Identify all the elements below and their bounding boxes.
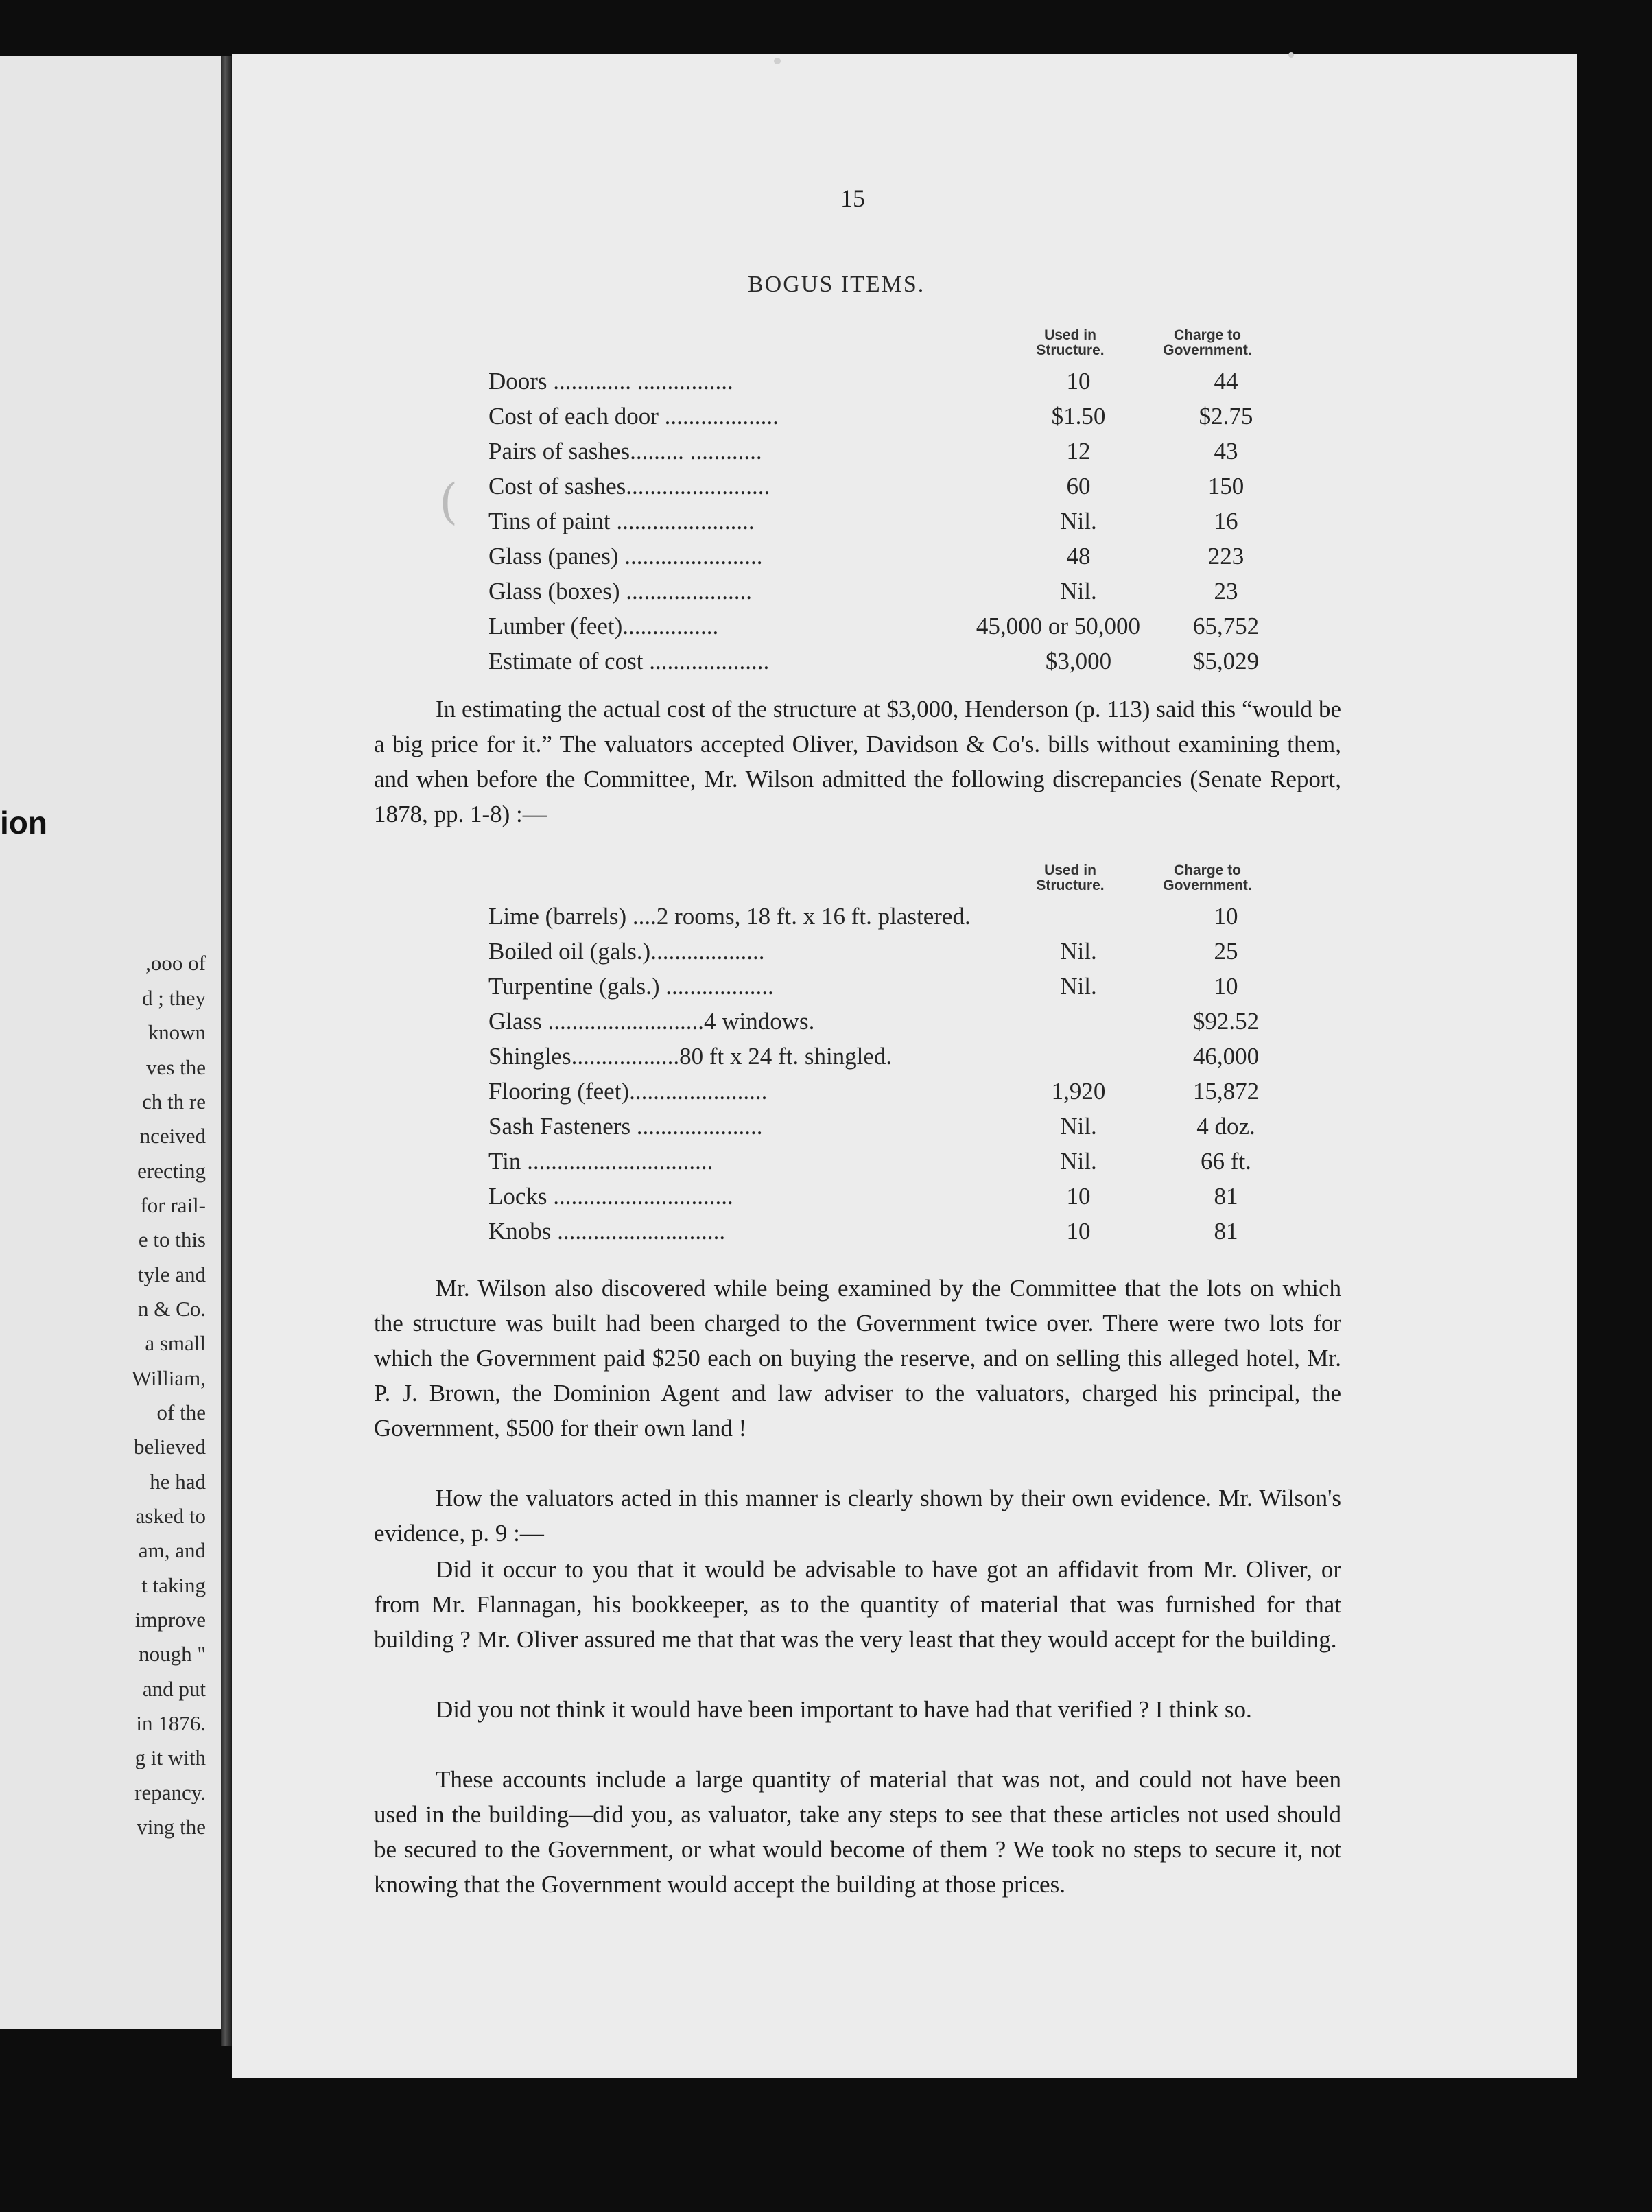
table-row xyxy=(488,1183,1319,1217)
table-row xyxy=(488,438,1319,472)
left-page-line: a small xyxy=(145,1331,206,1355)
item-label: Tin ............................... xyxy=(488,1148,713,1175)
charge-value: 25 xyxy=(1214,938,1238,965)
table-row xyxy=(488,903,1319,937)
table-row xyxy=(488,403,1319,437)
left-page-line: nceived xyxy=(139,1124,206,1148)
left-page-line: am, and xyxy=(138,1538,206,1562)
table2-charge-header: Charge to Government. xyxy=(1163,862,1252,893)
item-label: Glass (boxes) ..................... xyxy=(488,578,752,604)
charge-value: 10 xyxy=(1214,973,1238,1000)
left-page-line: erecting xyxy=(137,1159,206,1183)
used-value: 1,920 xyxy=(1051,1078,1106,1105)
item-label: Lumber (feet)................ xyxy=(488,613,719,639)
used-value: 45,000 or 50,000 xyxy=(976,613,1140,639)
page-number: 15 xyxy=(840,185,865,212)
table1-used-header: Used in Structure. xyxy=(1036,327,1105,358)
left-page-line: of the xyxy=(156,1400,206,1424)
left-page-line: for rail- xyxy=(140,1193,206,1217)
item-label: Pairs of sashes......... ............ xyxy=(488,438,762,464)
item-label: Estimate of cost .................... xyxy=(488,648,770,674)
table-row xyxy=(488,938,1319,972)
item-label: Cost of sashes........................ xyxy=(488,473,770,499)
left-page-fragment xyxy=(0,56,221,2029)
paragraph-lots: Mr. Wilson also discovered while being examined by the Committee that the lots on which the structure was built had been charged to the Government twice over. There were two lots for which the Government paid $250 each on buying the reserve, and on selling this alleged hotel, Mr. P. J. Brown, the Dominion Agent and law adviser to the valuators, charged his principal, the Government, $500 for their own land ! xyxy=(374,1275,1341,1442)
table1-charge-header: Charge to Government. xyxy=(1163,327,1252,358)
charge-value: $92.52 xyxy=(1192,1008,1260,1035)
left-page-line: ,ooo of xyxy=(145,951,206,975)
left-page-line: d ; they xyxy=(142,986,206,1010)
left-page-line: ch th re xyxy=(142,1090,206,1114)
charge-value: $5,029 xyxy=(1192,648,1260,674)
left-page-line: t taking xyxy=(141,1573,206,1597)
left-page-line: ves the xyxy=(146,1055,206,1079)
left-page-line: ving the xyxy=(137,1815,206,1839)
paragraph-verified: Did you not think it would have been important to have had that verified ? I think so. xyxy=(436,1696,1252,1723)
item-label: Tins of paint ....................... xyxy=(488,508,755,534)
left-page-line: n & Co. xyxy=(137,1297,206,1321)
used-value: Nil. xyxy=(1060,1113,1097,1140)
used-value: 48 xyxy=(1066,543,1091,569)
charge-value: $2.75 xyxy=(1199,403,1253,430)
table-row xyxy=(488,508,1319,542)
used-value: Nil. xyxy=(1060,508,1097,534)
left-page-line: improve xyxy=(134,1608,206,1632)
charge-value: 150 xyxy=(1207,473,1244,499)
item-label: Lime (barrels) ....2 rooms, 18 ft. x 16 ft. plastered. xyxy=(488,903,971,930)
used-value: Nil. xyxy=(1060,938,1097,965)
table-row xyxy=(488,578,1319,612)
paragraph-affidavit: Did it occur to you that it would be advisable to have got an affidavit from Mr. Oliver, or from Mr. Flannagan, his bookkeeper, as to the quantity of material that was furnished for that building ? Mr. Oliver assured me that that was the very least that they would accept for the building. xyxy=(374,1556,1341,1653)
used-value: 10 xyxy=(1066,1218,1091,1245)
table-row xyxy=(488,1008,1319,1042)
table2-used-header: Used in Structure. xyxy=(1036,862,1105,893)
item-label: Shingles..................80 ft x 24 ft. shingled. xyxy=(488,1043,893,1070)
used-value: 60 xyxy=(1066,473,1091,499)
used-value: 10 xyxy=(1066,368,1091,395)
item-label: Turpentine (gals.) .................. xyxy=(488,973,774,1000)
left-page-heading: ion xyxy=(0,805,47,840)
used-value: Nil. xyxy=(1060,1148,1097,1175)
item-label: Glass (panes) ....................... xyxy=(488,543,763,569)
left-page-line: he had xyxy=(150,1470,206,1494)
used-value: Nil. xyxy=(1060,578,1097,604)
paragraph-estimate: In estimating the actual cost of the structure at $3,000, Henderson (p. 113) said this “would be a big price for it.” The valuators accepted Oliver, Davidson & Co's. bills without examining them, and when before the Committee, Mr. Wilson admitted the following discrepancies (Senate Report, 1878, pp. 1-8) :— xyxy=(374,696,1341,827)
used-value: Nil. xyxy=(1060,973,1097,1000)
paragraph-accounts: These accounts include a large quantity of material that was not, and could not have been used in the building—did you, as valuator, take any steps to see that these articles not used should be secured to the Government, or what would become of them ? We took no steps to secure it, not knowing that the Government would accept the building at those prices. xyxy=(374,1766,1341,1898)
left-page-line: believed xyxy=(133,1435,206,1459)
table-row xyxy=(488,1078,1319,1112)
table-row xyxy=(488,473,1319,507)
left-page-line: in 1876. xyxy=(136,1711,206,1735)
charge-value: 46,000 xyxy=(1192,1043,1260,1070)
left-page-line: asked to xyxy=(135,1504,206,1528)
table-row xyxy=(488,1148,1319,1182)
charge-value: 4 doz. xyxy=(1196,1113,1255,1140)
charge-value: 15,872 xyxy=(1192,1078,1260,1105)
scan-speck xyxy=(1288,52,1294,58)
used-value: 10 xyxy=(1066,1183,1091,1210)
left-page-line: repancy. xyxy=(134,1780,206,1804)
item-label: Doors ............. ................ xyxy=(488,368,733,395)
charge-value: 65,752 xyxy=(1192,613,1260,639)
bracket-mark: ( xyxy=(439,473,458,530)
item-label: Glass ..........................4 windows. xyxy=(488,1008,815,1035)
charge-value: 10 xyxy=(1214,903,1238,930)
left-page-line: nough " xyxy=(139,1642,206,1666)
item-label: Cost of each door ................... xyxy=(488,403,779,430)
item-label: Flooring (feet)....................... xyxy=(488,1078,768,1105)
table-row xyxy=(488,368,1319,402)
charge-value: 43 xyxy=(1214,438,1238,464)
scan-speck xyxy=(774,58,781,64)
used-value: $3,000 xyxy=(1045,648,1112,674)
section-title: BOGUS ITEMS. xyxy=(748,272,925,297)
used-value: 12 xyxy=(1066,438,1091,464)
item-label: Sash Fasteners ..................... xyxy=(488,1113,763,1140)
charge-value: 81 xyxy=(1214,1218,1238,1245)
left-page-line: tyle and xyxy=(138,1262,206,1286)
left-page-line: known xyxy=(148,1020,206,1044)
charge-value: 66 ft. xyxy=(1201,1148,1251,1175)
item-label: Boiled oil (gals.)................... xyxy=(488,938,765,965)
item-label: Knobs ............................ xyxy=(488,1218,726,1245)
book-spine xyxy=(221,56,232,2046)
table-row xyxy=(488,613,1319,647)
charge-value: 44 xyxy=(1214,368,1238,395)
used-value: $1.50 xyxy=(1051,403,1106,430)
paragraph-valuators: How the valuators acted in this manner is clearly shown by their own evidence. Mr. Wilson's evidence, p. 9 :— xyxy=(374,1485,1341,1546)
table-row xyxy=(488,973,1319,1007)
table-row xyxy=(488,1043,1319,1077)
left-page-line: William, xyxy=(131,1366,206,1390)
table-row xyxy=(488,1113,1319,1147)
table-row xyxy=(488,1218,1319,1252)
item-label: Locks .............................. xyxy=(488,1183,733,1210)
charge-value: 223 xyxy=(1207,543,1244,569)
table-row xyxy=(488,543,1319,577)
table-row xyxy=(488,648,1319,682)
left-page-line: g it with xyxy=(134,1745,206,1769)
left-page-line: e to this xyxy=(138,1227,206,1251)
left-page-line: and put xyxy=(142,1677,206,1701)
charge-value: 16 xyxy=(1214,508,1238,534)
charge-value: 81 xyxy=(1214,1183,1238,1210)
charge-value: 23 xyxy=(1214,578,1238,604)
